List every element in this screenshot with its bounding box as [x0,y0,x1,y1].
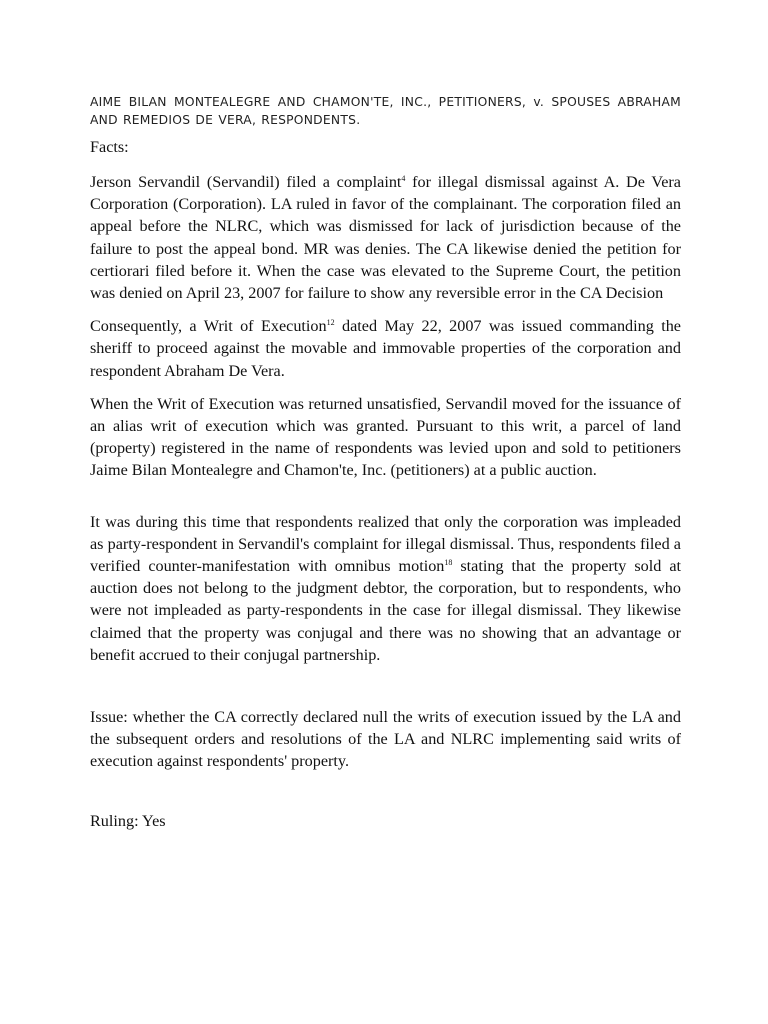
facts-heading: Facts: [90,138,129,156]
footnote-marker: 4 [401,174,406,183]
paragraph-text: Jerson Servandil (Servandil) filed a complaint [90,173,402,191]
footnote-marker: 18 [444,558,453,568]
case-title: AIME BILAN MONTEALEGRE AND CHAMON'TE, INC., PETITIONERS, v. SPOUSES ABRAHAM AND REMEDIOS DE VERA, RESPONDENTS. [90,95,681,127]
facts-paragraph-alias-writ: When the Writ of Execution was returned unsatisfied, Servandil moved for the issuance of an alias writ of execution which was granted. Pursuant to this writ, a parcel of land (property) registered in the name of respondents was levied upon and sold to petitioners Jaime Bilan Montealegre and Chamon'te, Inc. (petitioners) at a public auction. [90,394,681,480]
ruling-paragraph: Ruling: Yes [90,811,166,830]
issue-paragraph: Issue: whether the CA correctly declared null the writs of execution issued by the LA and the subsequent orders and resolutions of the LA and NLRC implementing said writs of execution against respondents' property. [90,708,681,771]
paragraph-text: It was during this time that respondents realized that only the corporation was impleaded as party-respondent in Servandil's complaint for illegal dismissal. Thus, respondents filed a verified counter-manifestation with omnibus motion [90,512,681,576]
paragraph-text: dated May 22, 2007 was issued commanding the sheriff to proceed against the movable and immovable properties of the corporation and respondent Abraham De Vera. [90,317,681,380]
footnote-marker: 12 [326,318,335,328]
paragraph-text: Consequently, a Writ of Execution [90,317,327,336]
facts-paragraph-complaint [90,171,681,304]
facts-paragraph-respondents [90,511,681,666]
paragraph-text: for illegal dismissal against A. De Vera Corporation (Corporation). LA ruled in favor of the complainant. The corporation filed an appeal before the NLRC, which was dismissed for lack of jurisdiction because of the failure to post the appeal bond. MR was denies. The CA likewise denied the petition for certiorari filed before it. When the case was elevated to the Supreme Court, the petition was denied on April 23, 2007 for failure to show any reversible error in the CA Decision [90,173,681,303]
paragraph-text: stating that the property sold at auction does not belong to the judgment debtor, the corporation, but to respondents, who were not impleaded as party-respondents in the case for illegal dismissal. They likewise claimed that the property was conjugal and there was no showing that an advantage or benefit accrued to their conjugal partnership. [90,557,681,664]
facts-paragraph-writ [90,315,681,382]
